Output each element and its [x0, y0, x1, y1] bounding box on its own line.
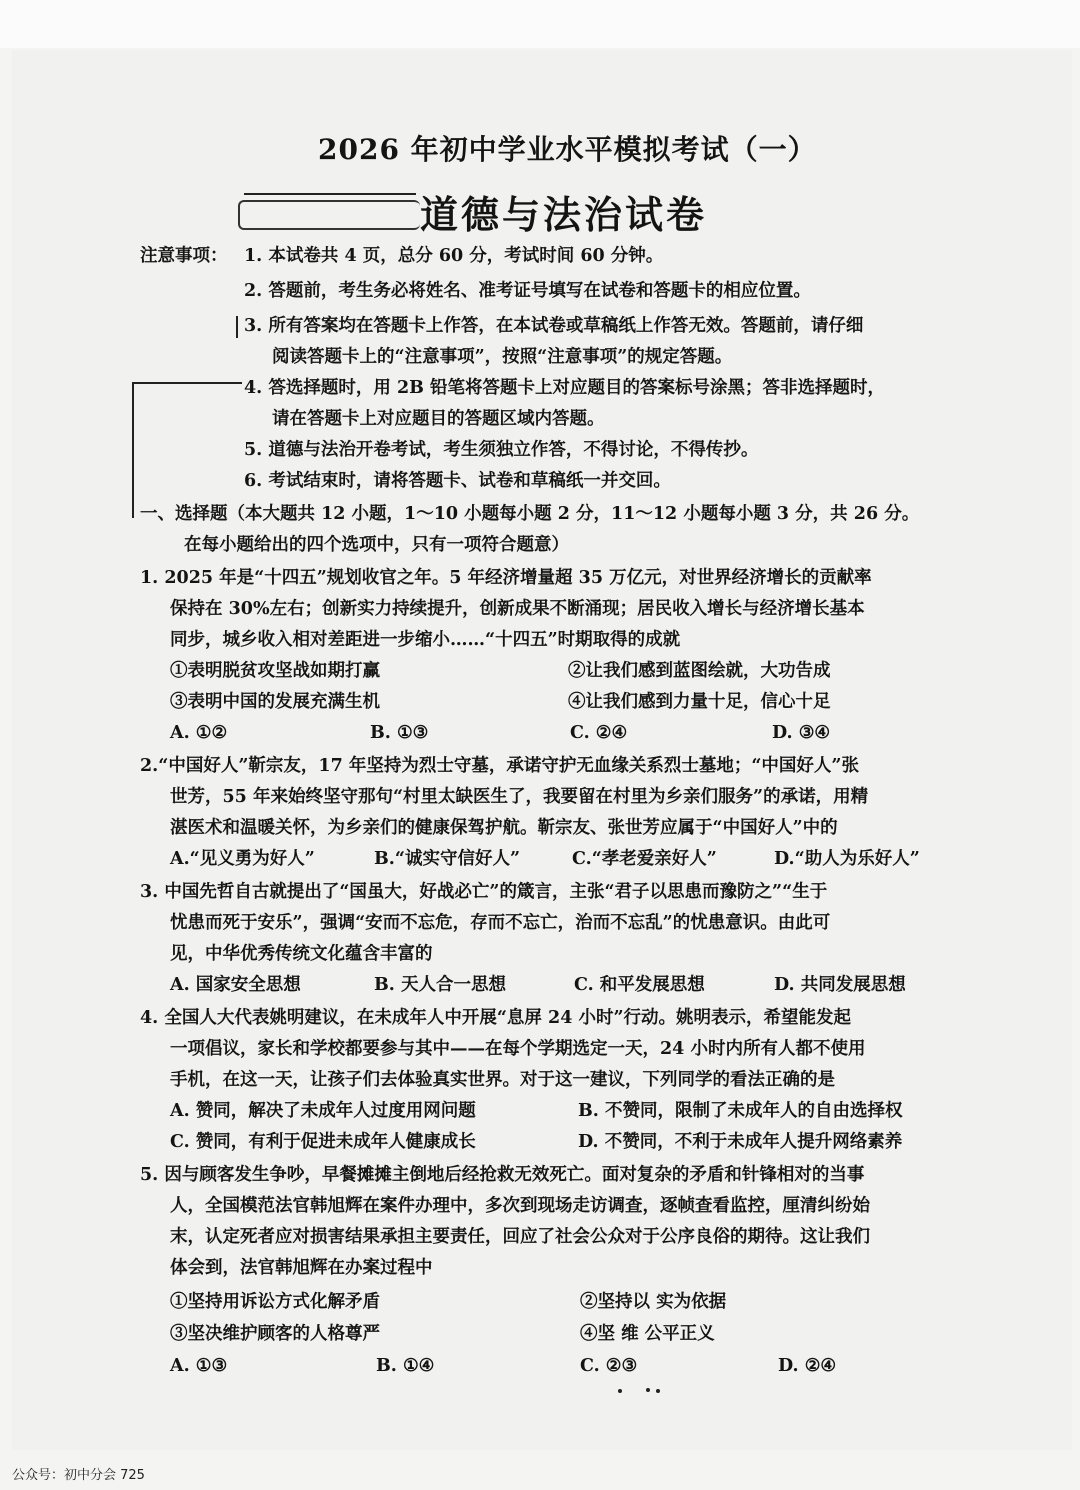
option-b: B. 天人合一思想: [374, 975, 506, 995]
question-stem: 一项倡议，家长和学校都要参与其中——在每个学期选定一天，24 小时内所有人都不使用: [170, 1039, 866, 1059]
option-c: C. ②④: [570, 723, 628, 743]
title-rule: [244, 193, 416, 195]
note-line: 阅读答题卡上的“注意事项”，按照“注意事项”的规定答题。: [272, 347, 733, 367]
top-band: [0, 0, 1080, 48]
question-stem: 5. 因与顾客发生争吵，早餐摊摊主倒地后经抢救无效死亡。面对复杂的矛盾和针锋相对的当事: [140, 1165, 865, 1185]
notes-bracket-mark: [236, 316, 246, 338]
option-b: B. ①③: [370, 723, 429, 743]
question-stem: 忧患而死于安乐”，强调“安而不忘危，存而不忘亡，治而不忘乱”的忧患意识。由此可: [170, 913, 831, 933]
section-heading-cont: 在每小题给出的四个选项中，只有一项符合题意）: [184, 535, 569, 555]
option-c: C. ②③: [580, 1356, 638, 1376]
option-d: D.“助人为乐好人”: [774, 849, 920, 869]
option-c: C. 和平发展思想: [574, 975, 705, 995]
option-b: B. ①④: [376, 1356, 435, 1376]
statement: ②坚持以 实为依据: [580, 1292, 727, 1312]
question-stem: 4. 全国人大代表姚明建议，在未成年人中开展“息屏 24 小时”行动。姚明表示，希望能发起: [140, 1008, 852, 1028]
exam-title: 2026 年初中学业水平模拟考试（一）: [318, 133, 817, 166]
note-line: 1. 本试卷共 4 页，总分 60 分，考试时间 60 分钟。: [244, 246, 664, 266]
statement: ③坚决维护顾客的人格尊严: [170, 1324, 380, 1344]
question-stem: 湛医术和温暖关怀，为乡亲们的健康保驾护航。靳宗友、张世芳应属于“中国好人”中的: [170, 818, 838, 838]
option-a: A. ①③: [170, 1356, 228, 1376]
watermark-footer: 公众号：初中分会 725: [12, 1468, 145, 1483]
note-line: 4. 答选择题时，用 2B 铅笔将答题卡上对应题目的答案标号涂黑；答非选择题时，: [244, 378, 886, 398]
section-heading: 一、选择题（本大题共 12 小题，1～10 小题每小题 2 分，11～12 小题每小题 3 分，共 26 分。: [140, 504, 920, 524]
option-a: A.“见义勇为好人”: [170, 849, 315, 869]
statement: ①坚持用诉讼方式化解矛盾: [170, 1292, 380, 1312]
statement: ①表明脱贫攻坚战如期打赢: [170, 661, 380, 681]
note-line: 5. 道德与法治开卷考试，考生须独立作答，不得讨论，不得传抄。: [244, 440, 759, 460]
question-stem: 3. 中国先哲自古就提出了“国虽大，好战必亡”的箴言，主张“君子以思患而豫防之”“生于: [140, 882, 828, 902]
statement: ④让我们感到力量十足，信心十足: [568, 692, 831, 712]
option-b: B. 不赞同，限制了未成年人的自由选择权: [578, 1101, 903, 1121]
note-line: 2. 答题前，考生务必将姓名、准考证号填写在试卷和答题卡的相应位置。: [244, 281, 811, 301]
question-stem: 见，中华优秀传统文化蕴含丰富的: [170, 944, 433, 964]
option-a: A. 国家安全思想: [170, 975, 301, 995]
subject-title: 道德与法治试卷: [420, 192, 708, 237]
question-stem: 1. 2025 年是“十四五”规划收官之年。5 年经济增量超 35 万亿元，对世界经济增长的贡献率: [140, 568, 872, 588]
question-stem: 体会到，法官韩旭辉在办案过程中: [170, 1258, 433, 1278]
question-stem: 人，全国模范法官韩旭辉在案件办理中，多次到现场走访调查，逐帧查看监控，厘清纠纷始: [170, 1196, 870, 1216]
title-frame: [238, 200, 420, 230]
question-stem: 保持在 30%左右；创新实力持续提升，创新成果不断涌现；居民收入增长与经济增长基本: [170, 599, 865, 619]
scan-smudge: [618, 1388, 664, 1394]
option-c: C.“孝老爱亲好人”: [572, 849, 717, 869]
option-a: A. 赞同，解决了未成年人过度用网问题: [170, 1101, 476, 1121]
question-stem: 末，认定死者应对损害结果承担主要责任，回应了社会公众对于公序良俗的期待。这让我们: [170, 1227, 870, 1247]
notes-bracket: [132, 382, 242, 518]
statement: ③表明中国的发展充满生机: [170, 692, 380, 712]
question-stem: 同步，城乡收入相对差距进一步缩小……“十四五”时期取得的成就: [170, 630, 681, 650]
option-d: D. 不赞同，不利于未成年人提升网络素养: [578, 1132, 903, 1152]
option-b: B.“诚实守信好人”: [374, 849, 521, 869]
option-a: A. ①②: [170, 723, 228, 743]
question-stem: 世芳，55 年来始终坚守那句“村里太缺医生了，我要留在村里为乡亲们服务”的承诺，用精: [170, 787, 869, 807]
statement: ②让我们感到蓝图绘就，大功告成: [568, 661, 831, 681]
question-stem: 手机，在这一天，让孩子们去体验真实世界。对于这一建议，下列同学的看法正确的是: [170, 1070, 835, 1090]
note-line: 3. 所有答案均在答题卡上作答，在本试卷或草稿纸上作答无效。答题前，请仔细: [244, 316, 864, 336]
question-stem: 2.“中国好人”靳宗友，17 年坚持为烈士守墓，承诺守护无血缘关系烈士墓地；“中国好人”张: [140, 756, 859, 776]
statement: ④坚 维 公平正义: [580, 1324, 715, 1344]
option-d: D. 共同发展思想: [774, 975, 906, 995]
notes-label: 注意事项：: [140, 246, 228, 266]
note-line: 6. 考试结束时，请将答题卡、试卷和草稿纸一并交回。: [244, 471, 671, 491]
option-d: D. ②④: [778, 1356, 837, 1376]
note-line: 请在答题卡上对应题目的答题区域内答题。: [272, 409, 605, 429]
option-d: D. ③④: [772, 723, 831, 743]
option-c: C. 赞同，有利于促进未成年人健康成长: [170, 1132, 476, 1152]
